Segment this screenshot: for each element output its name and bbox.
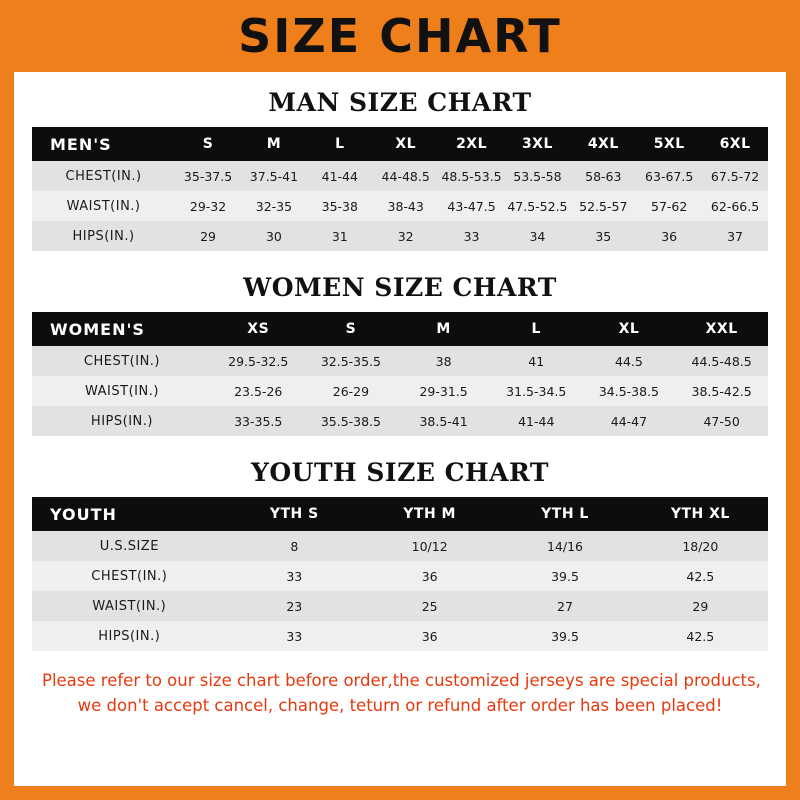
cell: 29 [175,221,241,251]
row-header-waist: WAIST(IN.) [32,376,212,406]
row-header-hips: HIPS(IN.) [32,621,227,651]
man-size-table [32,127,768,251]
cell: 37.5-41 [241,161,307,191]
row-header-chest: CHEST(IN.) [32,561,227,591]
cell: 41-44 [490,406,583,436]
cell: 36 [362,561,497,591]
bottom-accent-bar [0,786,800,800]
cell: 35-38 [307,191,373,221]
cell: 44.5 [583,346,676,376]
cell: 44.5-48.5 [675,346,768,376]
table-row [32,561,768,591]
cell: 31 [307,221,373,251]
cell: 32 [373,221,439,251]
cell: 41 [490,346,583,376]
cell: 41-44 [307,161,373,191]
col-header-3xl: 3XL [504,127,570,161]
cell: 52.5-57 [570,191,636,221]
cell: 32.5-35.5 [305,346,398,376]
cell: 33 [227,621,362,651]
cell: 42.5 [633,621,768,651]
cell: 23.5-26 [212,376,305,406]
row-header-hips: HIPS(IN.) [32,221,175,251]
cell: 26-29 [305,376,398,406]
cell: 44-47 [583,406,676,436]
col-header-youth: YOUTH [32,497,227,531]
cell: 63-67.5 [636,161,702,191]
cell: 29 [633,591,768,621]
cell: 34.5-38.5 [583,376,676,406]
cell: 27 [497,591,632,621]
cell: 29-32 [175,191,241,221]
cell: 43-47.5 [439,191,505,221]
cell: 42.5 [633,561,768,591]
table-row [32,621,768,651]
table-row [32,191,768,221]
table-row [32,406,768,436]
cell: 32-35 [241,191,307,221]
cell: 47-50 [675,406,768,436]
youth-size-table [32,497,768,651]
cell: 44-48.5 [373,161,439,191]
row-header-us-size: U.S.SIZE [32,531,227,561]
cell: 39.5 [497,561,632,591]
col-header-xl: XL [583,312,676,346]
cell: 30 [241,221,307,251]
cell: 47.5-52.5 [504,191,570,221]
cell: 48.5-53.5 [439,161,505,191]
row-header-waist: WAIST(IN.) [32,191,175,221]
col-header-s: S [175,127,241,161]
row-header-hips: HIPS(IN.) [32,406,212,436]
table-row [32,591,768,621]
cell: 35-37.5 [175,161,241,191]
col-header-xxl: XXL [675,312,768,346]
col-header-yth-m: YTH M [362,497,497,531]
cell: 31.5-34.5 [490,376,583,406]
col-header-xl: XL [373,127,439,161]
col-header-xs: XS [212,312,305,346]
row-header-chest: CHEST(IN.) [32,346,212,376]
col-header-yth-l: YTH L [497,497,632,531]
cell: 35.5-38.5 [305,406,398,436]
cell: 23 [227,591,362,621]
col-header-5xl: 5XL [636,127,702,161]
section-title-youth: YOUTH SIZE CHART [251,458,549,487]
cell: 38.5-42.5 [675,376,768,406]
col-header-l: L [307,127,373,161]
col-header-6xl: 6XL [702,127,768,161]
table-row [32,376,768,406]
col-header-yth-xl: YTH XL [633,497,768,531]
table-header-row [32,127,768,161]
cell: 29.5-32.5 [212,346,305,376]
cell: 33-35.5 [212,406,305,436]
col-header-m: M [397,312,490,346]
women-size-table [32,312,768,436]
cell: 36 [362,621,497,651]
section-title-women: WOMEN SIZE CHART [243,273,557,302]
cell: 29-31.5 [397,376,490,406]
table-row [32,221,768,251]
cell: 33 [227,561,362,591]
content [14,88,786,719]
col-header-l: L [490,312,583,346]
cell: 37 [702,221,768,251]
cell: 36 [636,221,702,251]
cell: 18/20 [633,531,768,561]
notice-line-2: we don't accept cancel, change, teturn or refund after order has been placed! [77,695,723,715]
table-header-row [32,312,768,346]
notice-line-1: Please refer to our size chart before order,the customized jerseys are special products, [42,671,761,690]
col-header-mens: MEN'S [32,127,175,161]
table-row [32,161,768,191]
cell: 38.5-41 [397,406,490,436]
banner [0,0,800,72]
col-header-yth-s: YTH S [227,497,362,531]
col-header-s: S [305,312,398,346]
cell: 14/16 [497,531,632,561]
cell: 10/12 [362,531,497,561]
cell: 57-62 [636,191,702,221]
cell: 58-63 [570,161,636,191]
cell: 8 [227,531,362,561]
section-title-man: MAN SIZE CHART [268,88,532,117]
cell: 53.5-58 [504,161,570,191]
table-row [32,346,768,376]
col-header-womens: WOMEN'S [32,312,212,346]
col-header-2xl: 2XL [439,127,505,161]
cell: 62-66.5 [702,191,768,221]
cell: 33 [439,221,505,251]
row-header-waist: WAIST(IN.) [32,591,227,621]
order-notice [32,669,768,719]
col-header-4xl: 4XL [570,127,636,161]
cell: 35 [570,221,636,251]
cell: 25 [362,591,497,621]
row-header-chest: CHEST(IN.) [32,161,175,191]
cell: 39.5 [497,621,632,651]
cell: 34 [504,221,570,251]
col-header-m: M [241,127,307,161]
cell: 38-43 [373,191,439,221]
table-header-row [32,497,768,531]
cell: 67.5-72 [702,161,768,191]
cell: 38 [397,346,490,376]
table-row [32,531,768,561]
page-title: SIZE CHART [238,9,562,63]
